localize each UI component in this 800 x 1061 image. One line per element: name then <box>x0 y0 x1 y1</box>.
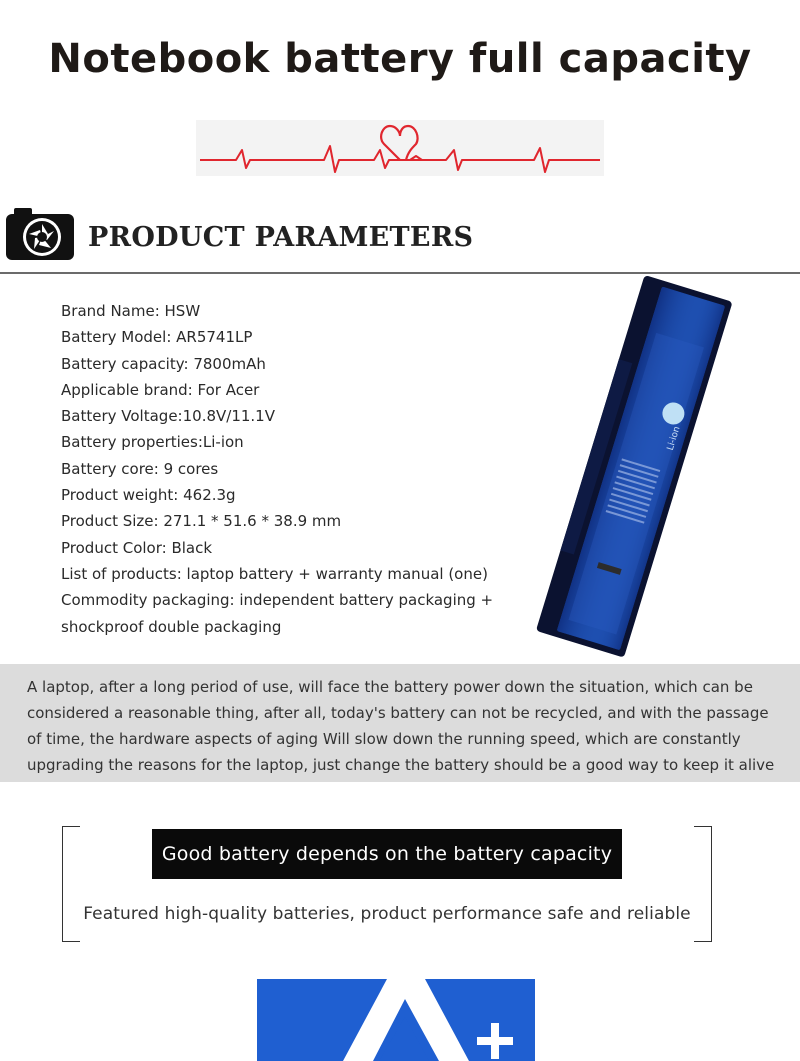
section-header <box>0 200 800 276</box>
promo-label: Good battery depends on the battery capacity <box>152 829 622 879</box>
section-title: PRODUCT PARAMETERS <box>88 222 474 253</box>
param-properties: Battery properties:Li-ion <box>61 433 244 452</box>
camera-aperture-icon <box>4 204 76 262</box>
param-list-of-products: List of products: laptop battery + warranty manual (one) <box>61 564 488 583</box>
page-title: Notebook battery full capacity <box>48 36 752 82</box>
param-model: Battery Model: AR5741LP <box>61 328 253 347</box>
promo-tagline: Featured high-quality batteries, product performance safe and reliable <box>83 904 691 924</box>
param-brand: Brand Name: HSW <box>61 302 201 320</box>
a-plus-grade-icon <box>257 979 535 1061</box>
description-band <box>0 664 800 782</box>
parameter-list <box>61 298 521 640</box>
param-packaging-cont: shockproof double packaging <box>61 617 282 636</box>
frame-bracket-left <box>62 826 80 942</box>
param-core: Battery core: 9 cores <box>61 459 219 478</box>
param-capacity: Battery capacity: 7800mAh <box>61 354 266 373</box>
param-applicable-brand: Applicable brand: For Acer <box>61 380 260 399</box>
param-voltage: Battery Voltage:10.8V/11.1V <box>61 407 275 426</box>
battery-chem-label: Li-ion <box>665 425 683 452</box>
heartbeat-heart-icon <box>196 120 604 176</box>
param-color: Product Color: Black <box>61 538 213 557</box>
param-size: Product Size: 271.1 * 51.6 * 38.9 mm <box>61 512 342 531</box>
param-packaging: Commodity packaging: independent battery packaging + <box>61 591 494 610</box>
heartbeat-banner <box>196 120 604 176</box>
battery-product-image <box>516 272 750 662</box>
param-weight: Product weight: 462.3g <box>61 486 236 505</box>
frame-bracket-right <box>694 826 712 942</box>
description-text: A laptop, after a long period of use, will face the battery power down the situation, which can be considered a reasonable thing, after all, today's battery can not be recycled, and with the passage of time, the hardware aspects of aging Will slow down the running speed, which are constantly upgrading the reasons for the laptop, just change the battery should be a good way to keep it alive <box>27 678 775 774</box>
